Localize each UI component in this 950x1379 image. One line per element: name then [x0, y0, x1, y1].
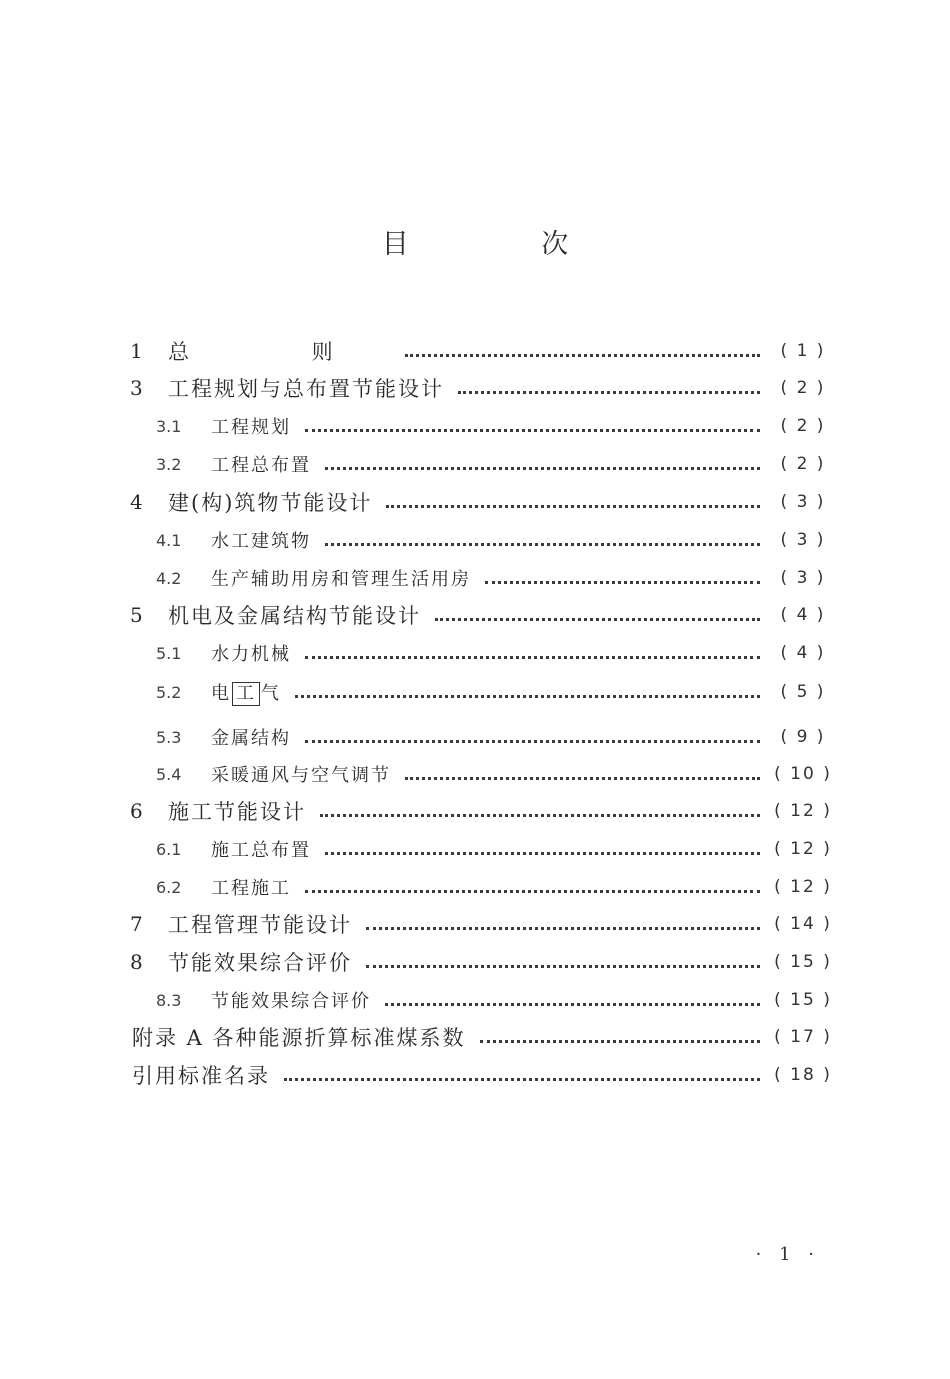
toc-entry-label [211, 679, 281, 706]
toc-entry-label: 工程规划与总布置节能设计 [168, 377, 444, 401]
toc-entry-5-4[interactable] [0, 757, 950, 791]
toc-entry-page: ( 9 ) [780, 727, 826, 747]
dot-leader [305, 655, 760, 659]
toc-entry-8[interactable] [0, 945, 950, 979]
dot-leader [485, 580, 760, 584]
dot-leader [325, 851, 760, 855]
toc-entry-3[interactable] [0, 371, 950, 405]
dot-leader [366, 926, 760, 930]
toc-entry-page: ( 2 ) [780, 378, 826, 398]
toc-entry-page: ( 12 ) [774, 801, 832, 821]
toc-entry-page: ( 4 ) [780, 605, 826, 625]
toc-entry-label: 采暖通风与空气调节 [211, 765, 391, 786]
toc-entry-page: ( 17 ) [774, 1027, 832, 1047]
toc-entry-4-2[interactable] [0, 561, 950, 595]
toc-entry-number: 6 [130, 799, 143, 823]
toc-entry-number: 8 [130, 950, 143, 974]
toc-entry-page: ( 3 ) [780, 568, 826, 588]
toc-entry-label: 节能效果综合评价 [168, 951, 352, 975]
dot-leader [405, 353, 760, 357]
toc-entry-label: 水工建筑物 [211, 531, 311, 552]
toc-entry-label-pre: 电 [211, 682, 231, 704]
toc-entry-4-1[interactable] [0, 523, 950, 557]
dot-leader [305, 889, 760, 893]
toc-entry-number: 3.1 [156, 416, 182, 436]
toc-entry-label: 建(构)筑物节能设计 [168, 491, 373, 515]
dot-leader [325, 542, 760, 546]
toc-entry-label-post: 气 [261, 682, 281, 704]
toc-entry-page: ( 18 ) [774, 1065, 832, 1085]
toc-entry-3-2[interactable] [0, 447, 950, 481]
toc-entry-7[interactable] [0, 907, 950, 941]
dot-leader [305, 428, 760, 432]
toc-entry-number: 5 [130, 603, 143, 627]
toc-entry-number: 6.1 [156, 839, 182, 859]
toc-entry-4[interactable] [0, 485, 950, 519]
toc-entry-number: 8.3 [156, 990, 182, 1010]
boxed-character: 工 [232, 682, 260, 706]
toc-entry-label: 总 则 [168, 340, 391, 364]
toc-entry-label: 机电及金属结构节能设计 [168, 604, 421, 628]
dot-leader [320, 813, 760, 817]
dot-leader [405, 776, 760, 780]
page-title: 目 次 [381, 229, 631, 260]
toc-entry-label: 工程规划 [211, 417, 291, 438]
toc-entry-8-3[interactable] [0, 983, 950, 1017]
toc-entry-page: ( 14 ) [774, 914, 832, 934]
toc-entry-page: ( 15 ) [774, 990, 832, 1010]
toc-entry-page: ( 15 ) [774, 952, 832, 972]
toc-entry-number: 5.4 [156, 764, 182, 784]
toc-entry-number: 4.1 [156, 530, 182, 550]
toc-entry-1[interactable] [0, 334, 950, 368]
toc-entry-label: 生产辅助用房和管理生活用房 [211, 569, 471, 590]
toc-entry-page: ( 1 ) [780, 341, 826, 361]
toc-entry-page: ( 3 ) [780, 530, 826, 550]
toc-entry-page: ( 5 ) [780, 682, 826, 702]
toc-entry-number: 3 [130, 376, 143, 400]
toc-entry-6-2[interactable] [0, 870, 950, 904]
toc-entry-5-2[interactable] [0, 675, 950, 709]
toc-entry-label: 工程总布置 [211, 455, 311, 476]
toc-entry-3-1[interactable] [0, 409, 950, 443]
dot-leader [295, 694, 760, 698]
dot-leader [458, 390, 760, 394]
toc-entry-number: 1 [130, 339, 143, 363]
toc-entry-referenced-standards[interactable] [0, 1058, 950, 1092]
toc-entry-5[interactable] [0, 598, 950, 632]
toc-entry-6[interactable] [0, 794, 950, 828]
toc-entry-number: 4.2 [156, 568, 182, 588]
toc-entry-page: ( 2 ) [780, 416, 826, 436]
toc-entry-page: ( 4 ) [780, 643, 826, 663]
toc-entry-number: 3.2 [156, 454, 182, 474]
toc-entry-label: 工程管理节能设计 [168, 913, 352, 937]
toc-entry-page: ( 10 ) [774, 764, 832, 784]
toc-entry-page: ( 3 ) [780, 492, 826, 512]
dot-leader [305, 739, 760, 743]
toc-entry-page: ( 12 ) [774, 877, 832, 897]
toc-entry-5-3[interactable] [0, 720, 950, 754]
toc-entry-number: 6.2 [156, 877, 182, 897]
dot-leader [435, 617, 760, 621]
toc-entry-label: 金属结构 [211, 728, 291, 749]
dot-leader [385, 1002, 760, 1006]
dot-leader [386, 504, 760, 508]
toc-entry-label: 施工节能设计 [168, 800, 306, 824]
dot-leader [325, 466, 760, 470]
toc-entry-label: 引用标准名录 [132, 1064, 270, 1088]
page-number: · 1 · [755, 1244, 820, 1265]
toc-entry-5-1[interactable] [0, 636, 950, 670]
toc-entry-page: ( 12 ) [774, 839, 832, 859]
toc-entry-label: 施工总布置 [211, 840, 311, 861]
toc-entry-number: 5.2 [156, 682, 182, 702]
toc-entry-label: 工程施工 [211, 878, 291, 899]
toc-entry-number: 5.3 [156, 727, 182, 747]
toc-entry-6-1[interactable] [0, 832, 950, 866]
toc-entry-number: 4 [130, 490, 143, 514]
dot-leader [366, 964, 760, 968]
dot-leader [480, 1039, 760, 1043]
toc-entry-page: ( 2 ) [780, 454, 826, 474]
dot-leader [284, 1077, 760, 1081]
toc-entry-number: 7 [130, 912, 143, 936]
toc-entry-label: 水力机械 [211, 644, 291, 665]
toc-entry-appendix-a[interactable] [0, 1020, 950, 1054]
toc-entry-number: 5.1 [156, 643, 182, 663]
toc-entry-label: 附录 A 各种能源折算标准煤系数 [132, 1026, 466, 1050]
toc-entry-label: 节能效果综合评价 [211, 991, 371, 1012]
